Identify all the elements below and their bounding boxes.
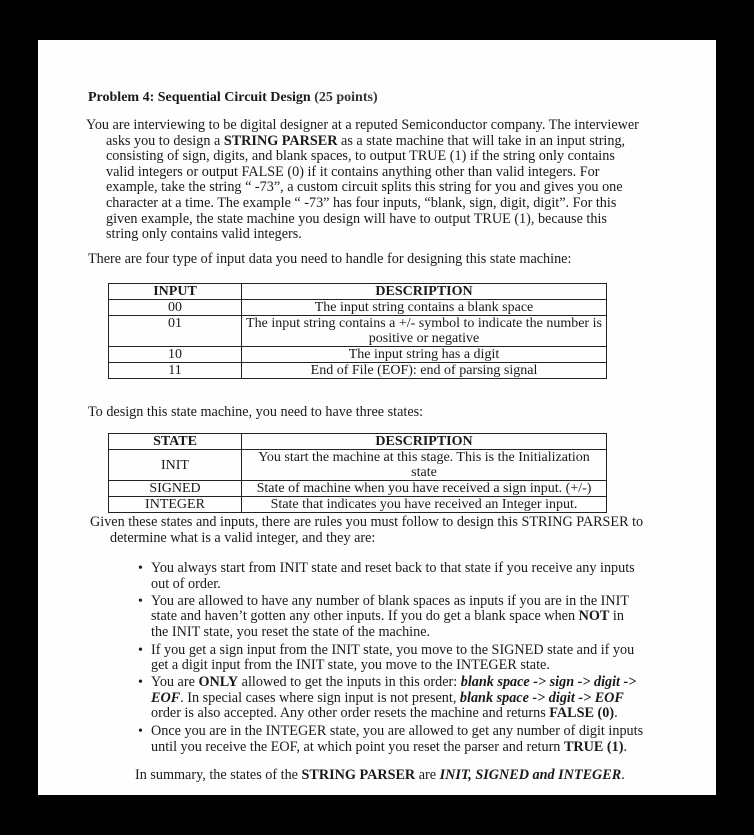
input-code: 10 xyxy=(109,347,242,363)
text-line xyxy=(90,515,643,531)
text-line xyxy=(151,658,634,674)
table-row xyxy=(109,316,607,347)
text-line xyxy=(86,196,639,212)
table-row xyxy=(109,363,607,379)
description-line: The input string contains a +/- symbol to indicate the number is xyxy=(246,316,602,331)
state-table xyxy=(108,433,607,513)
header-description: DESCRIPTION xyxy=(242,434,607,450)
text-span: Once you are in the INTEGER state, you are allowed to get any number of digit inputs xyxy=(151,723,644,739)
rule-item xyxy=(151,594,629,641)
text-span: as a state machine that will take in an input string, xyxy=(337,132,626,149)
text-span: get a digit input from the INIT state, you move to the INTEGER state. xyxy=(151,657,550,674)
text-line xyxy=(135,768,625,784)
text-line xyxy=(151,609,629,625)
input-description: The input string has a digit xyxy=(242,347,607,363)
text-span: In summary, the states of the xyxy=(135,767,302,783)
text-span: state and haven’t gotten any other inputs. If you do get a blank space when xyxy=(151,608,579,625)
input-code: 00 xyxy=(109,300,242,316)
rules-intro xyxy=(90,515,643,546)
text-span: asks you to design a xyxy=(106,132,224,149)
header-input: INPUT xyxy=(109,284,242,300)
bullet-icon: • xyxy=(138,724,143,739)
emphasized-text: EOF xyxy=(151,689,181,706)
state-name: INIT xyxy=(109,450,242,481)
emphasized-text: INIT, SIGNED and INTEGER xyxy=(439,767,622,783)
text-span: allowed to get the inputs in this order: xyxy=(238,674,461,691)
text-span: You are interviewing to be digital designer at a reputed Semiconductor company. The interviewer xyxy=(86,117,639,133)
text-span: You are allowed to have any number of blank spaces as inputs if you are in the INIT xyxy=(151,592,630,609)
text-line xyxy=(151,594,629,610)
text-span: . xyxy=(623,738,627,755)
text-span: valid integers or output FALSE (0) if it contains anything other than valid integers. For xyxy=(106,163,600,180)
input-description xyxy=(242,316,607,347)
text-span: You are xyxy=(151,674,199,691)
input-code: 01 xyxy=(109,316,242,347)
text-line xyxy=(86,118,639,134)
text-line xyxy=(151,625,629,641)
text-line xyxy=(90,531,643,547)
emphasized-text: blank space -> digit -> EOF xyxy=(459,689,624,706)
text-line xyxy=(151,691,636,707)
input-code: 11 xyxy=(109,363,242,379)
text-span: character at a time. The example “ -73” has four inputs, “blank, sign, digit, digit”. For this xyxy=(106,194,617,211)
header-state: STATE xyxy=(109,434,242,450)
text-span: out of order. xyxy=(151,575,221,592)
header-description: DESCRIPTION xyxy=(242,284,607,300)
intro-paragraph xyxy=(86,118,639,243)
input-description: End of File (EOF): end of parsing signal xyxy=(242,363,607,379)
table-header-row xyxy=(109,434,607,450)
text-span: . xyxy=(614,705,618,722)
emphasized-text: FALSE (0) xyxy=(549,705,615,722)
text-span: consisting of sign, digits, and blank spaces, to output TRUE (1) if the string only contains xyxy=(106,148,615,165)
summary xyxy=(135,768,625,784)
emphasized-text: TRUE (1) xyxy=(563,738,624,755)
text-line xyxy=(86,165,639,181)
text-line xyxy=(151,724,643,740)
table-header-row xyxy=(109,284,607,300)
rule-item xyxy=(151,724,643,755)
table-row xyxy=(109,300,607,316)
text-line xyxy=(86,212,639,228)
emphasized-text: NOT xyxy=(578,608,610,625)
text-line xyxy=(151,740,643,756)
rule-item xyxy=(151,561,635,592)
text-line xyxy=(151,561,635,577)
state-name: INTEGER xyxy=(109,497,242,513)
text-line xyxy=(151,577,635,593)
input-table xyxy=(108,283,607,379)
text-span: . xyxy=(621,767,625,783)
table-row xyxy=(109,450,607,481)
title-text: Problem 4: Sequential Circuit Design xyxy=(88,90,315,105)
emphasized-text: blank space -> sign -> digit -> xyxy=(460,674,637,691)
text-span: You always start from INIT state and reset back to that state if you receive any inputs xyxy=(151,560,635,576)
text-span: Given these states and inputs, there are rules you must follow to design this STRING PARSER to xyxy=(90,514,644,530)
document-page xyxy=(38,40,716,795)
text-line xyxy=(86,180,639,196)
table-row xyxy=(109,497,607,513)
rule-item xyxy=(151,675,636,722)
table-row xyxy=(109,347,607,363)
table-row xyxy=(109,481,607,497)
text-span: the INIT state, you reset the state of the machine. xyxy=(151,623,431,640)
text-span: . In special cases where sign input is not present, xyxy=(180,689,460,706)
bullet-icon: • xyxy=(138,675,143,691)
text-line xyxy=(86,227,639,243)
text-line xyxy=(86,149,639,165)
state-description: State of machine when you have received a sign input. (+/-) xyxy=(242,481,607,497)
rule-item xyxy=(151,643,634,674)
state-description: You start the machine at this stage. This is the Initialization state xyxy=(242,450,607,481)
text-span: in xyxy=(609,608,624,625)
title-points: (25 points) xyxy=(314,90,378,105)
state-description: State that indicates you have received an Integer input. xyxy=(242,497,607,513)
text-line xyxy=(151,643,634,659)
text-span: until you receive the EOF, at which point you reset the parser and return xyxy=(151,738,564,755)
bullet-icon: • xyxy=(138,642,143,658)
text-span: If you get a sign input from the INIT state, you move to the SIGNED state and if you xyxy=(151,641,635,658)
text-line xyxy=(151,675,636,691)
emphasized-text: STRING PARSER xyxy=(223,132,338,149)
text-span: given example, the state machine you design will have to output TRUE (1), because this xyxy=(106,210,607,227)
state-name: SIGNED xyxy=(109,481,242,497)
input-description: The input string contains a blank space xyxy=(242,300,607,316)
text-span: order is also accepted. Any other order resets the machine and returns xyxy=(151,705,550,722)
text-span: are xyxy=(415,767,440,783)
text-line xyxy=(151,706,636,722)
bullet-icon: • xyxy=(138,593,143,609)
description-line: positive or negative xyxy=(368,331,480,346)
emphasized-text: STRING PARSER xyxy=(301,767,416,783)
text-span: string only contains valid integers. xyxy=(106,226,302,243)
text-span: determine what is a valid integer, and they are: xyxy=(110,529,376,546)
emphasized-text: ONLY xyxy=(198,674,239,691)
text-line xyxy=(86,134,639,150)
text-span: example, take the string “ -73”, a custom circuit splits this string for you and gives you one xyxy=(106,179,623,196)
states-intro: To design this state machine, you need to have three states: xyxy=(88,404,424,420)
inputs-intro: There are four type of input data you need to handle for designing this state machine: xyxy=(88,251,572,267)
problem-title xyxy=(88,90,378,106)
bullet-icon: • xyxy=(138,561,143,576)
